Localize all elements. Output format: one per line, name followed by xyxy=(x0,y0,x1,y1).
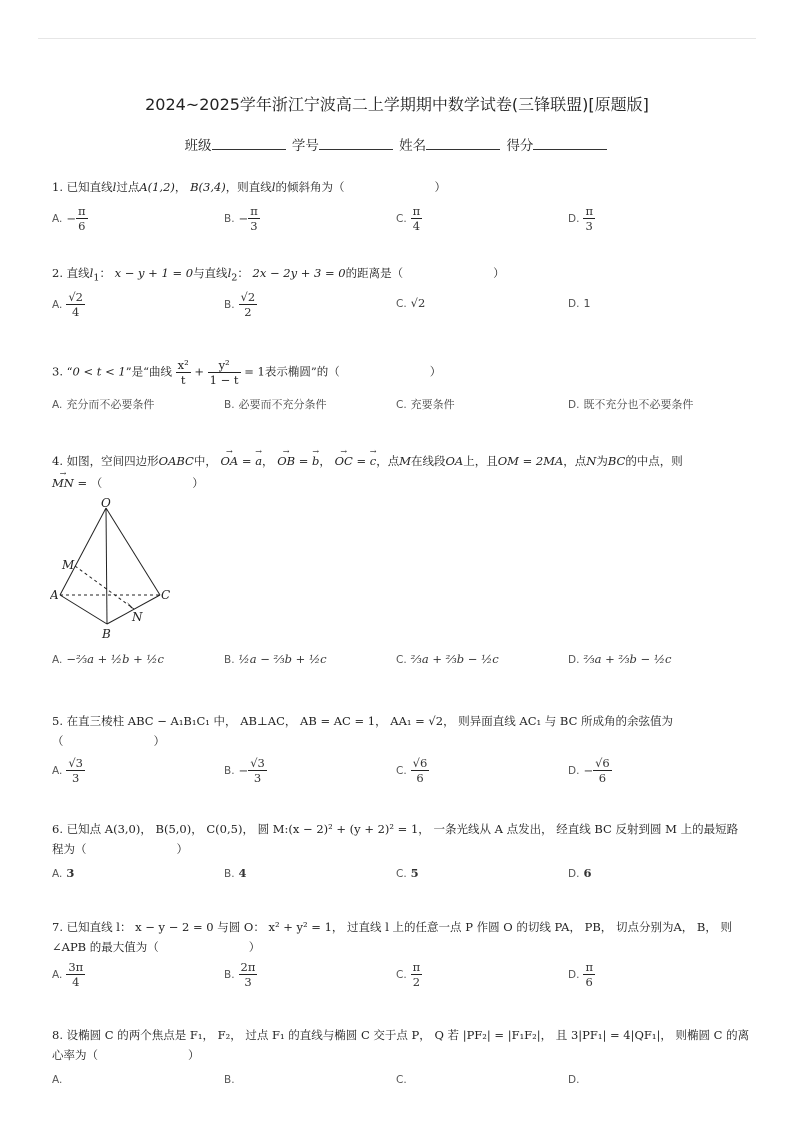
edge-oa xyxy=(60,508,106,595)
option-d[interactable]: D. xyxy=(568,1074,580,1086)
edge-oc xyxy=(106,508,160,595)
question-1-stem: 1. 已知直线l过点A(1,2)， B(3,4)，则直线l的倾斜角为（ ） xyxy=(52,180,446,194)
name-blank[interactable] xyxy=(426,137,500,150)
label-m: M xyxy=(62,558,75,572)
label-b: B xyxy=(102,627,111,641)
edge-ab xyxy=(60,595,107,624)
question-4-stem: 4. 如图，空间四边形OABC中， → OA = → a， → OB = → b， → OC = → c，点M在线段OA上，且OM = 2MA，点N为BC的中点，则 xyxy=(52,452,756,470)
option-d[interactable]: D. 既不充分也不必要条件 xyxy=(568,398,694,411)
question-5-stem: 5. 在直三棱柱 ABC − A₁B₁C₁ 中， AB⊥AC， AB = AC = 1， AA₁ = √2， 则异面直线 AC₁ 与 BC 所成角的余弦值为 xyxy=(52,714,674,728)
id-label: 学号 xyxy=(291,138,319,154)
option-d[interactable]: D. − $\frac{√6}{6}$ xyxy=(568,756,610,785)
option-c[interactable]: C. ⅔a + ⅔b − ½c xyxy=(396,652,499,666)
option-c[interactable]: C. $\frac{\pi}{2}$ xyxy=(396,960,421,989)
option-a[interactable]: A. 充分而不必要条件 xyxy=(52,398,155,411)
label-o: O xyxy=(101,498,111,510)
question-3 xyxy=(52,358,756,387)
class-blank[interactable] xyxy=(212,137,286,150)
label-c: C xyxy=(161,588,171,602)
student-info-row xyxy=(0,134,794,154)
question-5-stem-line2: （ ） xyxy=(52,734,165,748)
option-d[interactable]: D. ⅔a + ⅔b − ½c xyxy=(568,652,672,666)
option-a[interactable]: A. xyxy=(52,1074,63,1086)
label-a: A xyxy=(50,588,59,602)
top-divider xyxy=(38,38,756,39)
option-a[interactable]: A. $\frac{√2}{4}$ xyxy=(52,290,83,319)
question-4 xyxy=(52,452,756,492)
option-b[interactable]: B. $\frac{√2}{2}$ xyxy=(224,290,256,319)
question-8-stem-line2: 心率为（ ） xyxy=(52,1048,200,1062)
option-b[interactable]: B. − $\frac{√3}{3}$ xyxy=(224,756,265,785)
question-5 xyxy=(52,712,756,750)
question-1 xyxy=(52,178,756,196)
option-c[interactable]: C. 5 xyxy=(396,866,419,880)
option-a[interactable]: A. −⅔a + ½b + ½c xyxy=(52,652,164,666)
option-b[interactable]: B. xyxy=(224,1074,235,1086)
score-label: 得分 xyxy=(506,138,534,154)
option-c[interactable]: C. √2 xyxy=(396,296,426,310)
question-6-stem: 6. 已知点 A(3,0)， B(5,0)， C(0,5)， 圆 M:(x − 2)² + (y + 2)² = 1， 一条光线从 A 点发出， 经直线 BC 反射到圆 M 上的最短路 xyxy=(52,822,739,836)
option-a[interactable]: A. $\frac{√3}{3}$ xyxy=(52,756,83,785)
option-a[interactable]: A. − $\frac{\pi}{6}$ xyxy=(52,204,86,233)
option-b[interactable]: B. 4 xyxy=(224,866,247,880)
option-d[interactable]: D. 6 xyxy=(568,866,592,880)
label-n: N xyxy=(132,610,143,624)
option-d[interactable]: D. $\frac{\pi}{3}$ xyxy=(568,204,593,233)
question-2-stem: 2. 直线$l_1$： x − y + 1 = 0与直线$l_2$： 2x − 2y + 3 = 0的距离是（ ） xyxy=(52,266,505,284)
class-label: 班级 xyxy=(184,138,212,154)
option-b[interactable]: B. 必要而不充分条件 xyxy=(224,398,327,411)
score-blank[interactable] xyxy=(533,137,607,150)
option-c[interactable]: C. $\frac{√6}{6}$ xyxy=(396,756,428,785)
option-b[interactable]: B. $\frac{2\pi}{3}$ xyxy=(224,960,256,989)
option-b[interactable]: B. ½a − ⅔b + ½c xyxy=(224,652,327,666)
question-7-stem-line2: ∠APB 的最大值为（ ） xyxy=(52,940,261,954)
question-7-stem: 7. 已知直线 l： x − y − 2 = 0 与圆 O： x² + y² = 1， 过直线 l 上的任意一点 P 作圆 O 的切线 PA， PB， 切点分别为A， B， 则 xyxy=(52,920,733,934)
option-c[interactable]: C. $\frac{\pi}{4}$ xyxy=(396,204,421,233)
question-8 xyxy=(52,1026,756,1064)
option-c[interactable]: C. xyxy=(396,1074,407,1086)
option-c[interactable]: C. 充要条件 xyxy=(396,398,455,411)
option-a[interactable]: A. 3 xyxy=(52,866,75,880)
question-7 xyxy=(52,918,756,956)
segment-mn xyxy=(75,566,134,609)
tetrahedron-figure xyxy=(50,498,190,643)
question-6-stem-line2: 程为（ ） xyxy=(52,842,188,856)
arrow-head xyxy=(127,602,134,609)
page-title: 2024~2025学年浙江宁波高二上学期期中数学试卷(三锋联盟)[原题版] xyxy=(145,95,649,114)
name-label: 姓名 xyxy=(399,138,427,154)
question-3-stem: 3. “0 < t < 1”是“曲线 $\frac{\text{x²}}{t}$ + $\frac{\text{y²}}{1 - t}$ = 1表示椭圆”的（ ） xyxy=(52,358,442,387)
option-d[interactable]: D. 1 xyxy=(568,297,591,310)
option-a[interactable]: A. $\frac{3\pi}{4}$ xyxy=(52,960,84,989)
question-4-stem-line2: → MN = （ ） xyxy=(52,474,756,492)
option-d[interactable]: D. $\frac{\pi}{6}$ xyxy=(568,960,593,989)
question-2 xyxy=(52,264,756,287)
edge-ob xyxy=(106,508,107,624)
id-blank[interactable] xyxy=(319,137,393,150)
question-8-stem: 8. 设椭圆 C 的两个焦点是 F₁， F₂， 过点 F₁ 的直线与椭圆 C 交于点 P， Q 若 |PF₂| = |F₁F₂|， 且 3|PF₁| = 4|QF₁|， 则椭圆 C 的离 xyxy=(52,1028,750,1042)
question-6 xyxy=(52,820,756,858)
option-b[interactable]: B. − $\frac{\pi}{3}$ xyxy=(224,204,258,233)
